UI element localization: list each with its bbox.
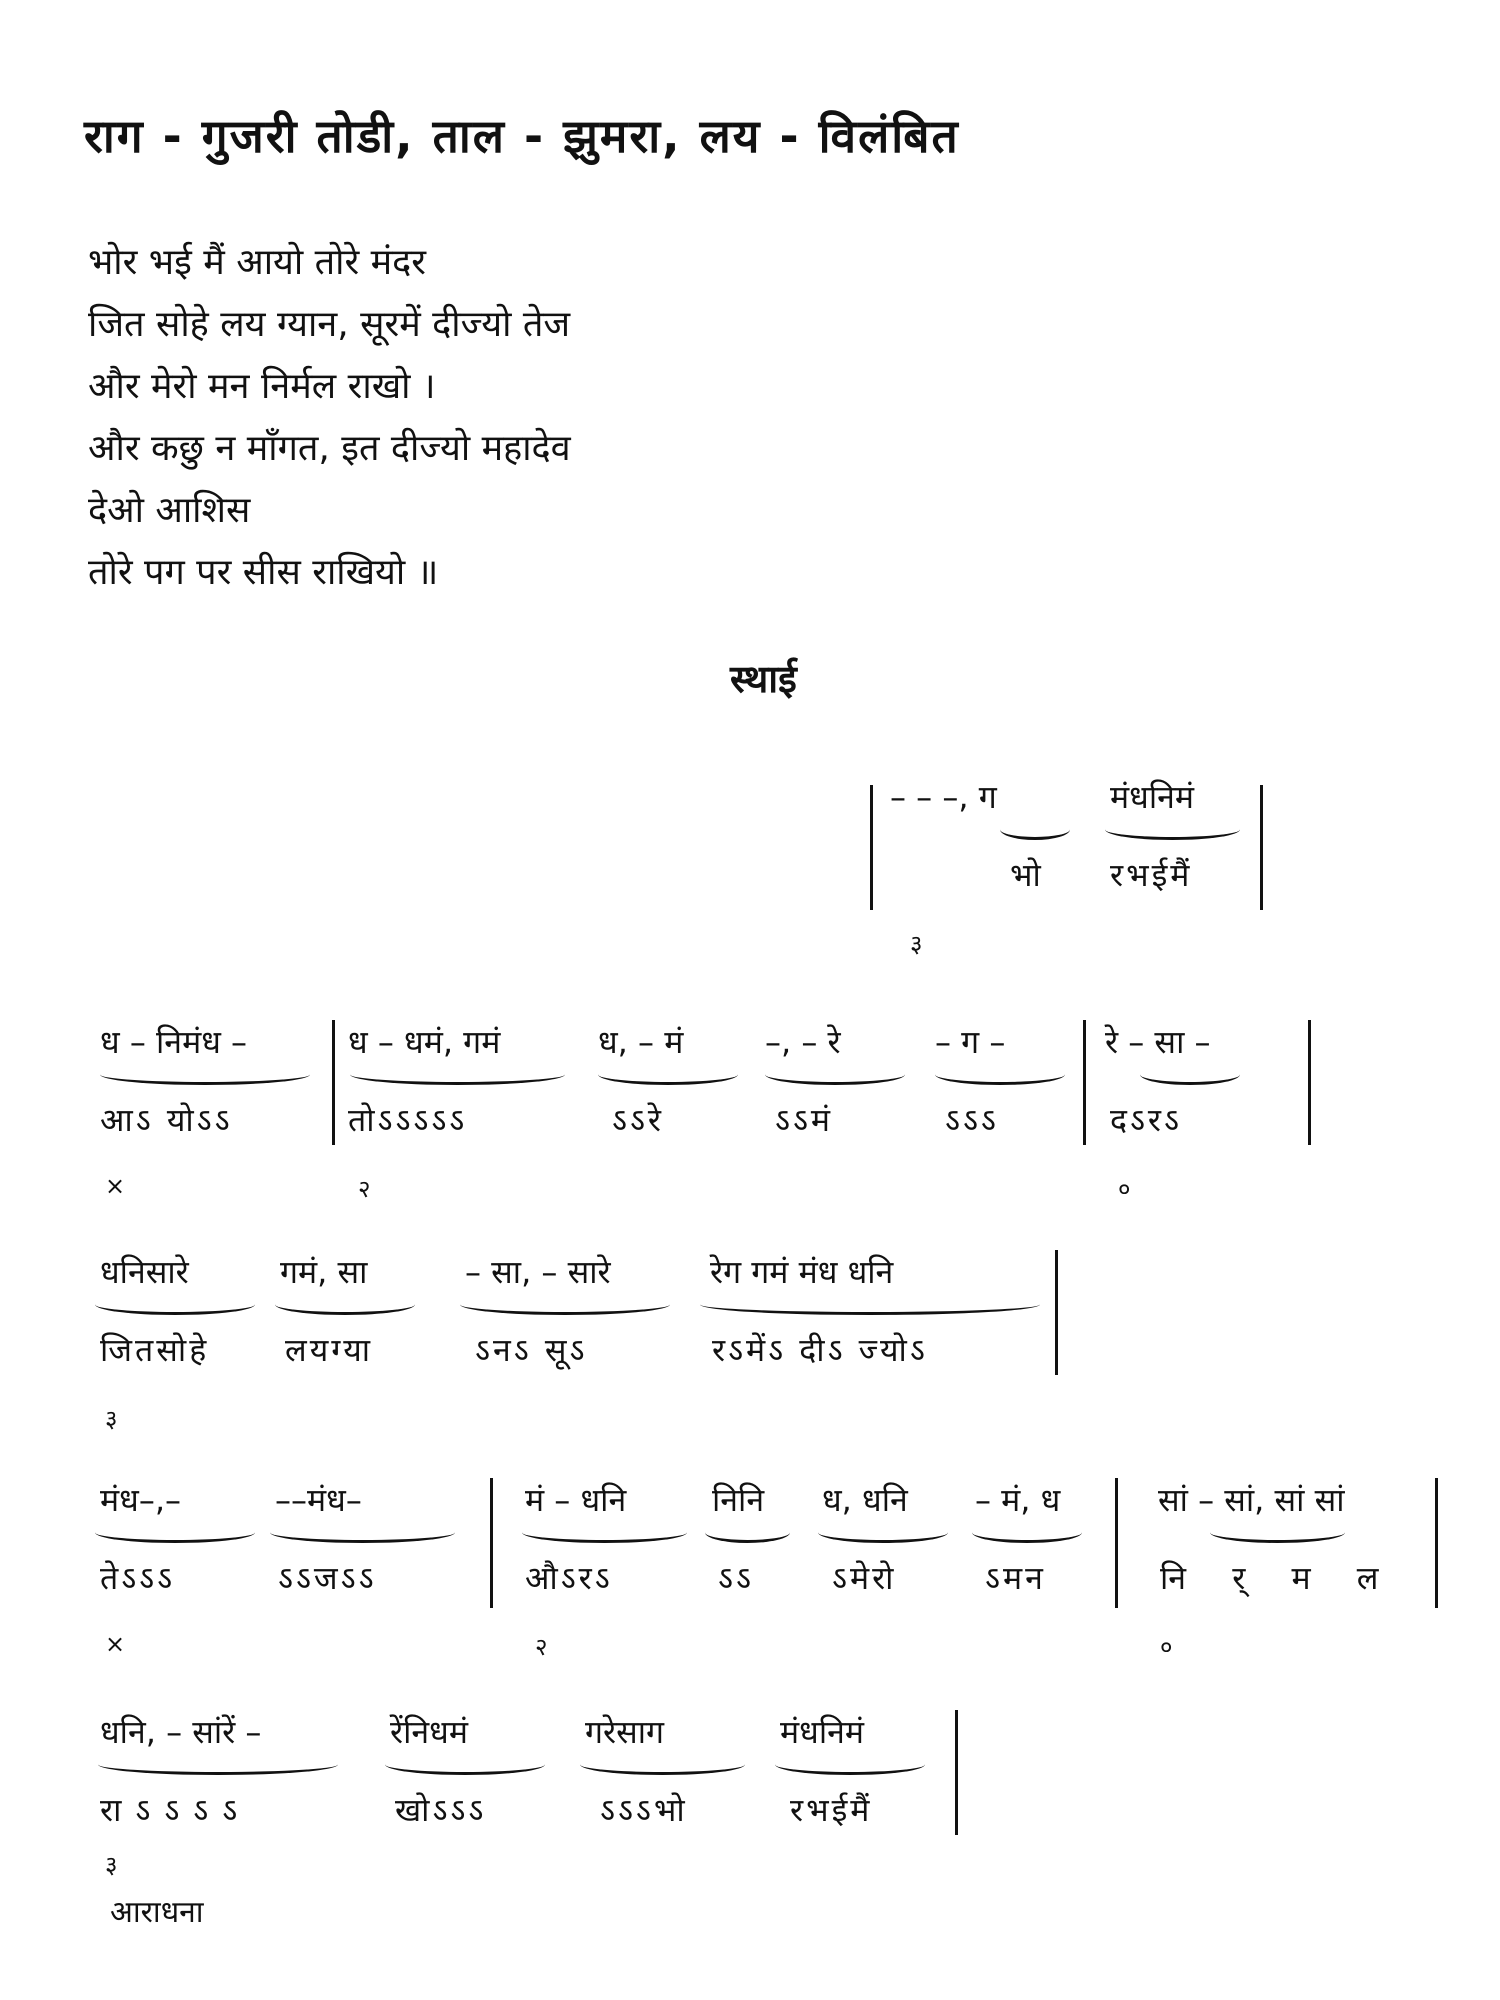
slur-arc [818, 1522, 948, 1543]
lyric-line: जित सोहे लय ग्यान, सूरमें दीज्यो तेज [88, 304, 571, 345]
slur-arc [95, 1522, 255, 1543]
tala-mark: २ [535, 1633, 548, 1661]
swar-group: – – –, ग [890, 778, 997, 816]
bol-group: रऽमेंऽ दीऽ ज्योऽ [712, 1331, 928, 1369]
lyric-line: देओ आशिस [88, 490, 251, 531]
slur-arc [598, 1064, 738, 1085]
bar-line [490, 1478, 493, 1608]
bar-line [1115, 1478, 1118, 1608]
lyric-line: और मेरो मन निर्मल राखो । [88, 366, 436, 407]
slur-arc [100, 1064, 310, 1085]
bol-group: तोऽऽऽऽऽ [348, 1101, 468, 1139]
swar-group: ध – धमं, गमं [348, 1023, 501, 1061]
tala-mark: × [105, 1172, 126, 1200]
tala-mark: ३ [105, 1405, 118, 1433]
swar-group: रेंनिधमं [390, 1713, 468, 1751]
footer-credit: आराधना [110, 1895, 204, 1930]
bar-line [1308, 1020, 1311, 1145]
bol-group: रभईमैं [1110, 856, 1193, 894]
swar-group: ––मंध– [275, 1481, 362, 1519]
bol-group: नि र् म ल [1160, 1559, 1382, 1597]
slur-arc [350, 1064, 565, 1085]
swar-group: – मं, ध [975, 1481, 1061, 1519]
raga-title: राग - गुजरी तोडी, ताल - झुमरा, लय - विलंबित [84, 109, 960, 163]
tala-mark: ३ [105, 1851, 118, 1879]
bol-group: औऽरऽ [525, 1559, 613, 1597]
swar-group: – ग – [935, 1023, 1006, 1061]
swar-group: ध, – मं [598, 1023, 684, 1061]
slur-arc [385, 1754, 545, 1775]
swar-group: निनि [712, 1481, 765, 1519]
swar-group: धनिसारे [100, 1253, 189, 1291]
bol-group: ऽऽ [718, 1559, 754, 1597]
slur-arc [1140, 1064, 1240, 1085]
bol-group: जितसोहे [100, 1331, 210, 1369]
bar-line [1260, 785, 1263, 910]
swar-group: मं – धनि [525, 1481, 627, 1519]
lyric-line: तोरे पग पर सीस राखियो ॥ [88, 552, 439, 593]
swar-group: – सा, – सारे [465, 1253, 611, 1291]
slur-arc [270, 1522, 455, 1543]
swar-group: गमं, सा [280, 1253, 368, 1291]
swar-group: धनि, – सांरें – [100, 1713, 262, 1751]
swar-group: मंधनिमं [780, 1713, 865, 1751]
bol-group: भो [1010, 856, 1044, 894]
swar-group: रे – सा – [1105, 1023, 1211, 1061]
slur-arc [775, 1754, 925, 1775]
tala-mark: ० [1118, 1175, 1131, 1203]
bol-group: ऽऽजऽऽ [278, 1559, 377, 1597]
swar-group: रेग गमं मंध धनि [710, 1253, 894, 1291]
swar-group: सां – सां, सां सां [1158, 1481, 1345, 1519]
lyric-line: भोर भई मैं आयो तोरे मंदर [88, 242, 427, 283]
slur-arc [580, 1754, 745, 1775]
slur-arc [1000, 819, 1070, 840]
slur-arc [972, 1522, 1082, 1543]
bol-group: ऽऽरे [612, 1101, 664, 1139]
slur-arc [700, 1294, 1040, 1315]
bol-group: आऽ योऽऽ [100, 1101, 233, 1139]
slur-arc [460, 1294, 670, 1315]
bol-group: दऽरऽ [1110, 1101, 1182, 1139]
slur-arc [935, 1064, 1065, 1085]
bol-group: ऽनऽ सूऽ [475, 1331, 588, 1369]
swar-group: ध, धनि [822, 1481, 908, 1519]
slur-arc [1210, 1522, 1345, 1543]
tala-mark: २ [358, 1175, 371, 1203]
slur-arc [95, 1294, 255, 1315]
slur-arc [98, 1754, 338, 1775]
tala-mark: ० [1160, 1633, 1173, 1661]
bar-line [1083, 1020, 1086, 1145]
bol-group: ऽमन [985, 1559, 1046, 1597]
lyrics-block [88, 232, 571, 604]
bol-group: रभईमैं [790, 1791, 873, 1829]
swar-group: मंधनिमं [1110, 778, 1195, 816]
swar-group: –, – रे [765, 1023, 841, 1061]
bol-group: तेऽऽऽ [100, 1559, 176, 1597]
swar-group: गरेसाग [585, 1713, 665, 1751]
slur-arc [275, 1294, 415, 1315]
tala-mark: × [105, 1630, 126, 1658]
slur-arc [765, 1064, 905, 1085]
slur-arc [1105, 819, 1240, 840]
bar-line [332, 1020, 335, 1145]
tala-mark: ३ [910, 930, 923, 958]
swar-group: मंध–,– [100, 1481, 181, 1519]
bol-group: ऽऽऽ [945, 1101, 999, 1139]
lyric-line: और कछु न माँगत, इत दीज्यो महादेव [88, 428, 571, 469]
bar-line [955, 1710, 958, 1835]
bar-line [1435, 1478, 1438, 1608]
section-heading: स्थाई [730, 657, 797, 701]
bol-group: राऽऽऽऽ [100, 1791, 252, 1829]
bar-line [1055, 1250, 1058, 1375]
bol-group: खोऽऽऽ [395, 1791, 487, 1829]
slur-arc [522, 1522, 687, 1543]
swar-group: ध – निमंध – [100, 1023, 248, 1061]
bol-group: ऽऽमं [775, 1101, 834, 1139]
slur-arc [705, 1522, 790, 1543]
bol-group: ऽऽऽभो [600, 1791, 688, 1829]
bol-group: ऽमेरो [832, 1559, 897, 1597]
bar-line [870, 785, 873, 910]
bol-group: लयग्या [285, 1331, 374, 1369]
